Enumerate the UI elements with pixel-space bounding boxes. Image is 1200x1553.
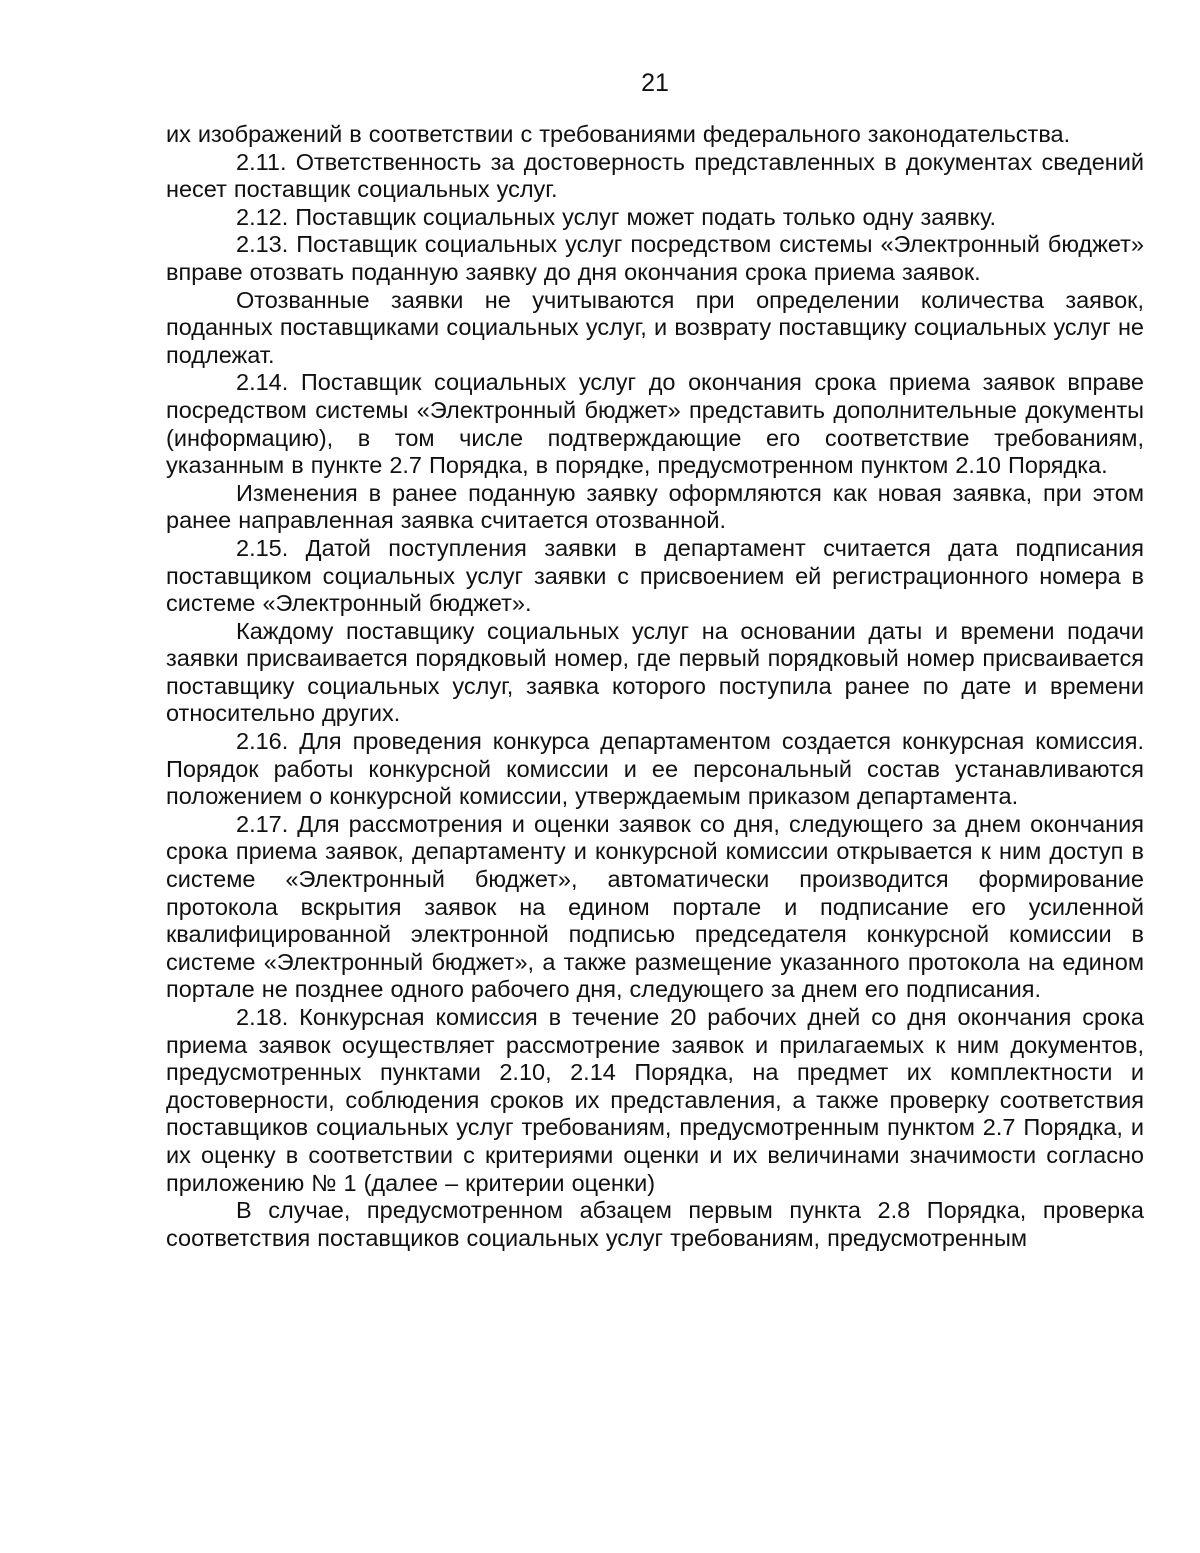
paragraph: Изменения в ранее поданную заявку оформляются как новая заявка, при этом ранее направленная заявка считается отозванной. (166, 479, 1144, 534)
paragraph: 2.13. Поставщик социальных услуг посредством системы «Электронный бюджет» вправе отозвать поданную заявку до дня окончания срока приема заявок. (166, 231, 1144, 285)
paragraph: Отозванные заявки не учитываются при определении количества заявок, поданных поставщиками социальных услуг, и возврату поставщику социальных услуг не подлежат. (166, 286, 1144, 368)
paragraph: 2.15. Датой поступления заявки в департамент считается дата подписания поставщиком социальных услуг заявки с присвоением ей регистрационного номера в системе «Электронный бюджет». (166, 534, 1144, 617)
paragraph: 2.16. Для проведения конкурса департаментом создается конкурсная комиссия. Порядок работы конкурсной комиссии и ее персональный состав устанавливаются положением о конкурсной комиссии, утверждаемым приказом департамента. (166, 728, 1144, 810)
paragraph: В случае, предусмотренном абзацем первым пункта 2.8 Порядка, проверка соответствия поставщиков социальных услуг требованиям, предусмотренным (166, 1197, 1144, 1251)
paragraph: 2.17. Для рассмотрения и оценки заявок со дня, следующего за днем окончания срока приема заявок, департаменту и конкурсной комиссии открывается к ним доступ в системе «Электронный бюджет», автоматически производится формирование протокола вскрытия заявок на едином портале и подписание его усиленной квалифицированной электронной подписью председателя конкурсной комиссии в системе «Электронный бюджет», а также размещение указанного протокола на едином портале не позднее одного рабочего дня, следующего за днем его подписания. (166, 810, 1144, 1003)
paragraph: 2.11. Ответственность за достоверность представленных в документах сведений несет поставщик социальных услуг. (166, 148, 1144, 203)
document-body (166, 121, 1144, 1252)
paragraph: 2.14. Поставщик социальных услуг до окончания срока приема заявок вправе посредством системы «Электронный бюджет» представить дополнительные документы (информацию), в том числе подтверждающие его соответствие требованиям, указанным в пункте 2.7 Порядка, в порядке, предусмотренном пунктом 2.10 Порядка. (166, 369, 1144, 479)
paragraph: их изображений в соответствии с требованиями федерального законодательства. (166, 121, 1071, 147)
paragraph: 2.12. Поставщик социальных услуг может подать только одну заявку. (236, 203, 997, 230)
paragraph: Каждому поставщику социальных услуг на основании даты и времени подачи заявки присваивается порядковый номер, где первый порядковый номер присваивается поставщику социальных услуг, заявка которого поступила ранее по дате и времени относительно других. (166, 617, 1144, 727)
page-number: 21 (641, 69, 669, 97)
paragraph: 2.18. Конкурсная комиссия в течение 20 рабочих дней со дня окончания срока приема заявок осуществляет рассмотрение заявок и прилагаемых к ним документов, предусмотренных пунктами 2.10, 2.14 Порядка, на предмет их комплектности и достоверности, соблюдения сроков их представления, а также проверку соответствия поставщиков социальных услуг требованиям, предусмотренным пунктом 2.7 Порядка, и их оценку в соответствии с критериями оценки и их величинами значимости согласно приложению № 1 (далее – критерии оценки) (166, 1004, 1144, 1196)
